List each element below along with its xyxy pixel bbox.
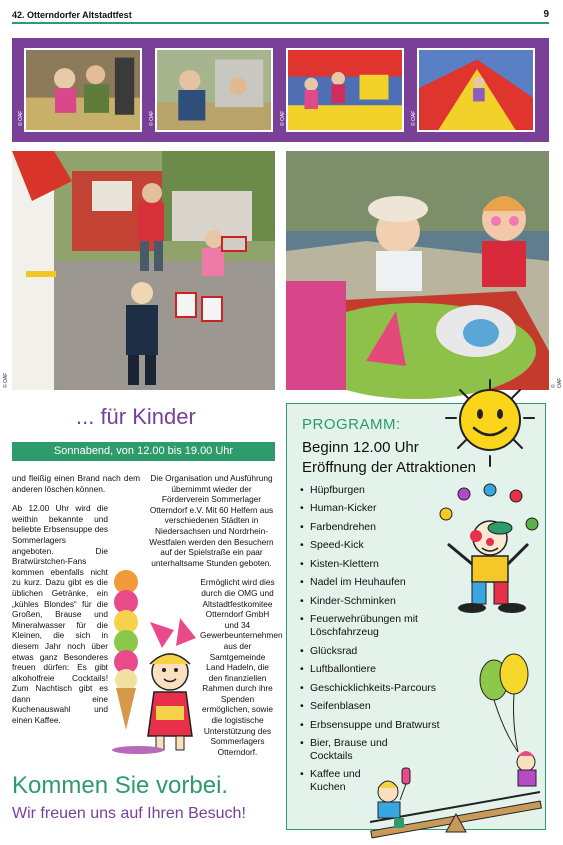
juggling-clown-illustration bbox=[428, 484, 546, 614]
section-headline: ... für Kinder bbox=[76, 404, 196, 429]
call-to-action-sub: Wir freuen uns auf Ihren Besuch! bbox=[12, 805, 246, 822]
photo-bouncy-castle bbox=[286, 48, 404, 132]
photo-credit: © OAF bbox=[3, 372, 9, 388]
photo-credit: © OAF bbox=[551, 377, 563, 388]
call-to-action: Kommen Sie vorbei. bbox=[12, 772, 229, 799]
program-item: • Nadel im Heuhaufen bbox=[300, 576, 460, 589]
header-rule bbox=[12, 22, 549, 24]
program-item: • Hüpfburgen bbox=[300, 484, 460, 497]
ice-cream-girl-illustration bbox=[104, 560, 204, 756]
photo-credit: © OAF bbox=[280, 110, 286, 126]
seesaw-kids-illustration bbox=[360, 762, 550, 834]
photo-fire-exercise bbox=[12, 151, 275, 390]
program-item: • Glücksrad bbox=[300, 645, 460, 658]
date-band: Sonnabend, von 12.00 bis 19.00 Uhr bbox=[12, 442, 275, 461]
program-title: PROGRAMM: bbox=[302, 416, 401, 433]
paragraph: Ab 12.00 Uhr wird die weithin bekannte und beliebte Erbsensuppe des Sommerlagers angeboten. Die Bratwürstchen-Fans kommen ebenfalls nicht zu kurz. Dazu gibt es die üblichen Getränke, ein „kühles Blondes“ für die Großen, Brause und Mineralwasser für die Kleinen, die sich in diesem Jahr noch über etwas ganz Besonderes freuen dürfen: Es gibt alkoholfreie Cocktails! Zum Nachtisch gibt es dann eine Kuchenauswahl und einen Kaffee. bbox=[12, 503, 108, 726]
program-item: • Bier, Brause und Cocktails bbox=[300, 737, 396, 763]
sun-illustration bbox=[440, 376, 540, 472]
photo-credit: © OAF bbox=[149, 110, 155, 126]
photo-credit: © OAF bbox=[18, 110, 24, 126]
paragraph: Ermöglicht wird dies durch die OMG und Altstadtfestkomitee Otterndorf GmbH und 34 Gewerbeunternehmen aus der Samtgemeinde Land Hadeln, die den finanziellen Rahmen durch ihre Spenden ermöglichen, sowie die logistische Unterstützung des Sommerlagers Otterndorf. bbox=[200, 577, 283, 757]
program-opening: Eröffnung der Attraktionen bbox=[302, 459, 477, 476]
program-item: • Kisten-Klettern bbox=[300, 558, 460, 571]
program-item: • Erbsensuppe und Bratwurst bbox=[300, 719, 460, 732]
program-item: • Speed-Kick bbox=[300, 539, 460, 552]
page-number: 9 bbox=[543, 9, 549, 20]
program-item: • Luftballontiere bbox=[300, 663, 460, 676]
program-item: • Kinder-Schminken bbox=[300, 595, 460, 608]
program-item: • Kaffee und Kuchen bbox=[300, 768, 370, 794]
program-item: • Feuerwehrübungen mit Löschfahrzeug bbox=[300, 613, 420, 639]
paragraph: Die Organisation und Ausführung übernimmt wieder der Förderverein Sommerlager Otterndorf e.V. Mit 60 Helfern aus verschiedenen Städten in Niedersachsen und Nordrhein-Westfalen werden den Besuchern auf der Spielstraße ein paar unterhaltsame Stunden geboten. bbox=[149, 473, 274, 568]
program-item: • Human-Kicker bbox=[300, 502, 460, 515]
program-item: • Farbendrehen bbox=[300, 521, 460, 534]
photo-inflatable-slide bbox=[417, 48, 535, 132]
photo-strip bbox=[12, 38, 549, 142]
photo-boy-hay bbox=[155, 48, 273, 132]
page-header-title: 42. Otterndorfer Altstadtfest bbox=[12, 10, 132, 20]
program-item: • Seifenblasen bbox=[300, 700, 460, 713]
photo-hay-children bbox=[24, 48, 142, 132]
program-start: Beginn 12.00 Uhr bbox=[302, 439, 419, 456]
program-item: • Geschicklichkeits-Parcours bbox=[300, 682, 460, 695]
paragraph: und fleißig einen Brand nach dem anderen löschen können. bbox=[12, 473, 140, 494]
photo-carousel-car bbox=[286, 151, 549, 390]
photo-credit: © OAF bbox=[411, 110, 417, 126]
